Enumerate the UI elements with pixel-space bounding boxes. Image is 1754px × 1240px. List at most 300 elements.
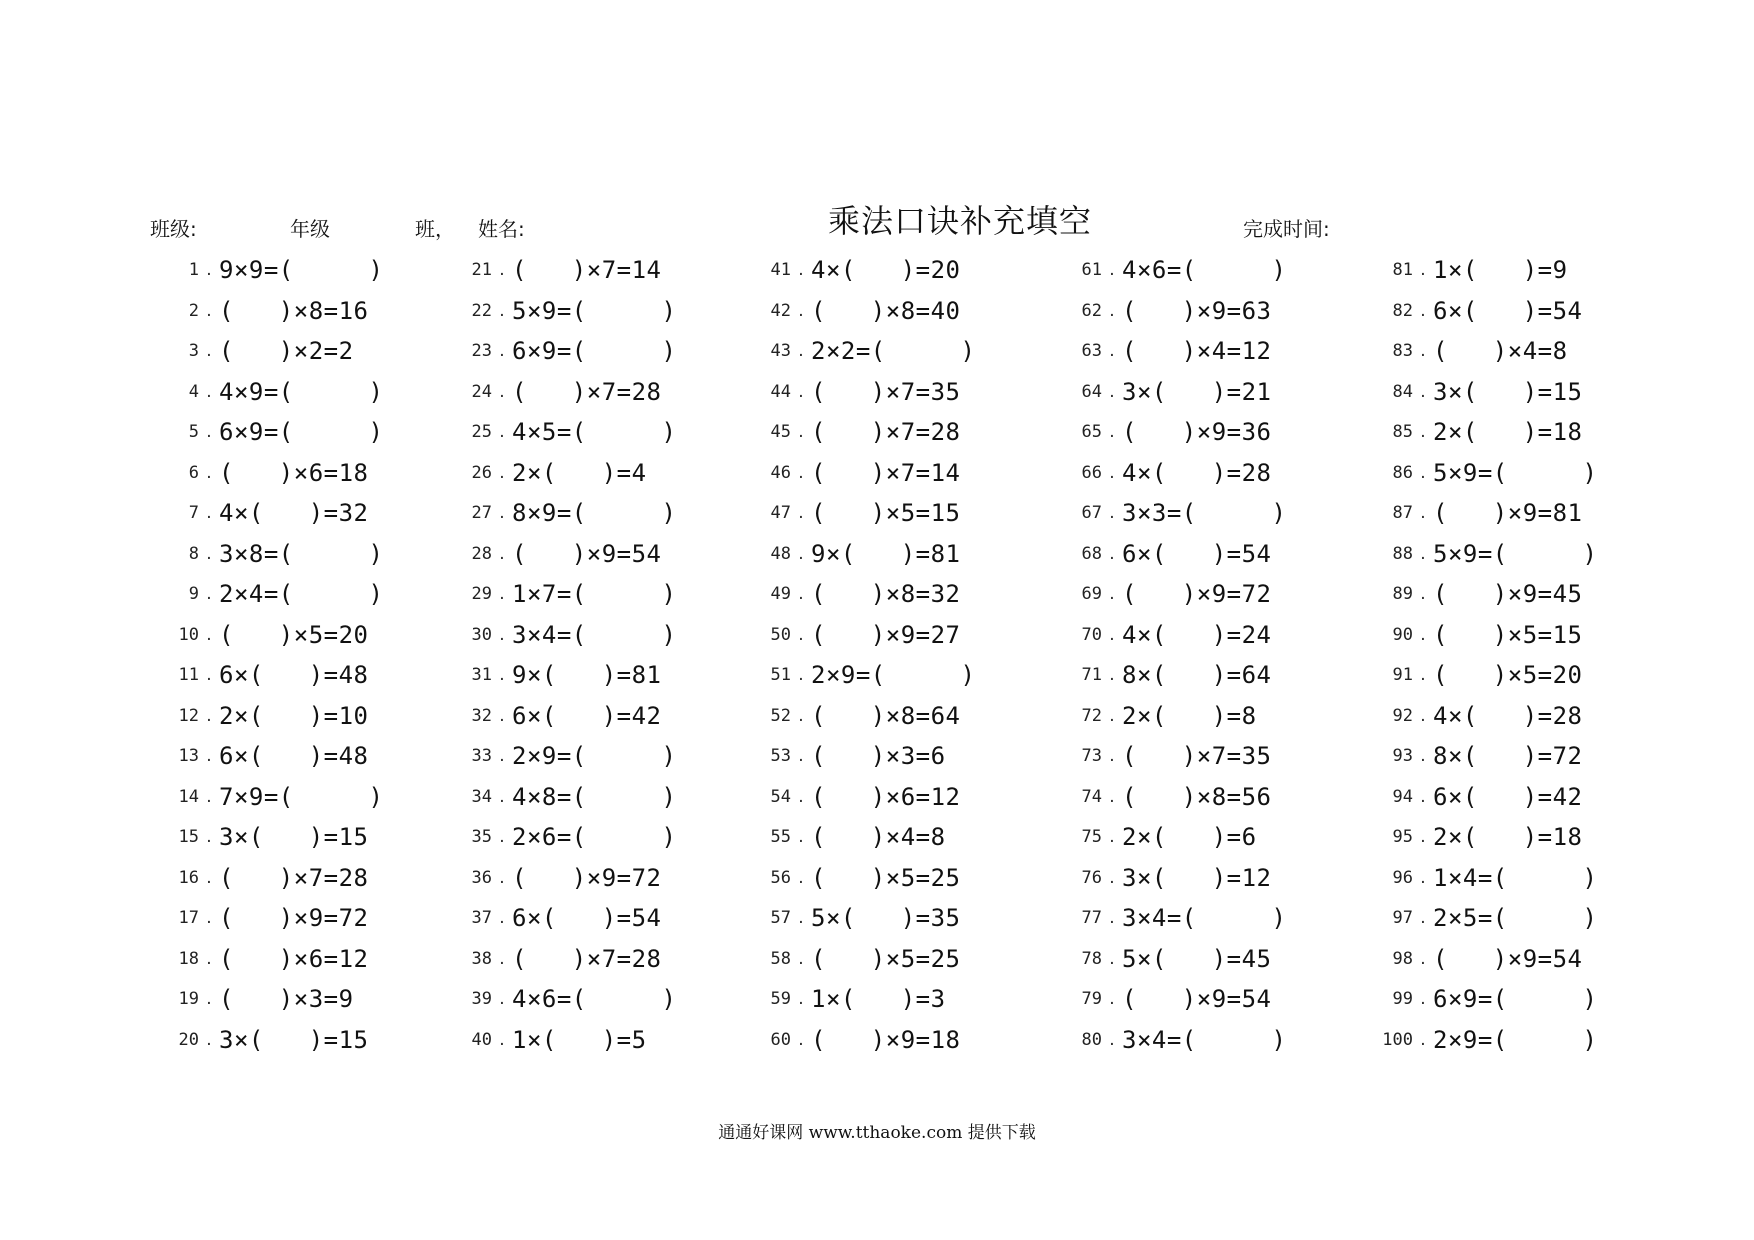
problem-number: 20 [178, 1030, 199, 1050]
problem-item [1058, 534, 1272, 574]
problem-expression: 2×9=( ) [1433, 1026, 1598, 1054]
class-label: 班级: [150, 217, 197, 241]
problem-item [747, 898, 961, 938]
problem-item [1369, 858, 1597, 898]
problem-item [155, 817, 369, 857]
problem-expression: ( )×9=72 [219, 904, 369, 932]
problem-item [747, 534, 961, 574]
problem-number: 41 [770, 260, 791, 280]
problem-number: 54 [770, 787, 791, 807]
problem-grid [155, 250, 1625, 1054]
problem-number: 65 [1081, 422, 1102, 442]
problem-number: 18 [178, 949, 199, 969]
problem-item [155, 777, 383, 817]
problem-number: 91 [1392, 665, 1413, 685]
problem-dot: . [206, 625, 212, 645]
problem-dot: . [798, 463, 804, 483]
problem-dot: . [798, 382, 804, 402]
problem-dot: . [798, 625, 804, 645]
problem-dot: . [206, 949, 212, 969]
problem-dot: . [798, 503, 804, 523]
problem-item [747, 250, 961, 290]
problem-expression: 2×( )=18 [1433, 823, 1583, 851]
problem-item [1369, 412, 1583, 452]
problem-number: 87 [1392, 503, 1413, 523]
problem-item [1058, 655, 1272, 695]
problem-item [1369, 615, 1583, 655]
problem-expression: 4×( )=28 [1433, 702, 1583, 730]
problem-dot: . [798, 706, 804, 726]
problem-dot: . [206, 1030, 212, 1050]
problem-item [1369, 898, 1597, 938]
problem-item [448, 615, 676, 655]
problem-expression: 5×9=( ) [1433, 540, 1598, 568]
problem-item [1369, 979, 1597, 1019]
problem-number: 95 [1392, 827, 1413, 847]
problem-dot: . [1420, 949, 1426, 969]
problem-item [448, 655, 662, 695]
problem-expression: 6×( )=54 [1122, 540, 1272, 568]
problem-number: 37 [471, 908, 492, 928]
problem-number: 67 [1081, 503, 1102, 523]
problem-number: 32 [471, 706, 492, 726]
problem-dot: . [798, 1030, 804, 1050]
problem-dot: . [1109, 341, 1115, 361]
problem-dot: . [1109, 746, 1115, 766]
problem-expression: ( )×6=12 [811, 783, 961, 811]
footer-source: 通通好课网 www.tthaoke.com 提供下载 [718, 1123, 1036, 1143]
problem-item [1058, 898, 1286, 938]
problem-dot: . [1420, 908, 1426, 928]
problem-dot: . [1109, 301, 1115, 321]
problem-expression: ( )×5=20 [1433, 661, 1583, 689]
problem-expression: 6×( )=48 [219, 661, 369, 689]
problem-item [1369, 291, 1583, 331]
problem-expression: 3×4=( ) [1122, 1026, 1287, 1054]
problem-expression: 2×( )=18 [1433, 418, 1583, 446]
problem-number: 77 [1081, 908, 1102, 928]
problem-item [155, 979, 354, 1019]
problem-item [448, 331, 676, 371]
problem-expression: 2×5=( ) [1433, 904, 1598, 932]
problem-dot: . [1420, 827, 1426, 847]
problem-number: 59 [770, 989, 791, 1009]
problem-expression: ( )×7=14 [811, 459, 961, 487]
name-label: 姓名: [478, 217, 525, 241]
problem-number: 64 [1081, 382, 1102, 402]
problem-dot: . [798, 544, 804, 564]
problem-number: 69 [1081, 584, 1102, 604]
problem-number: 72 [1081, 706, 1102, 726]
problem-number: 48 [770, 544, 791, 564]
problem-expression: ( )×3=9 [219, 985, 354, 1013]
problem-number: 86 [1392, 463, 1413, 483]
problem-number: 45 [770, 422, 791, 442]
page-title: 乘法口诀补充填空 [827, 202, 1092, 240]
problem-number: 9 [188, 584, 199, 604]
problem-number: 76 [1081, 868, 1102, 888]
problem-expression: 5×9=( ) [512, 297, 677, 325]
problem-number: 84 [1392, 382, 1413, 402]
problem-number: 57 [770, 908, 791, 928]
problem-dot: . [1109, 260, 1115, 280]
problem-item [1369, 817, 1583, 857]
problem-expression: ( )×9=63 [1122, 297, 1272, 325]
problem-number: 49 [770, 584, 791, 604]
problem-dot: . [499, 787, 505, 807]
problem-item [1369, 453, 1597, 493]
problem-expression: 2×9=( ) [811, 661, 976, 689]
problem-number: 92 [1392, 706, 1413, 726]
problem-expression: ( )×8=32 [811, 580, 961, 608]
problem-number: 100 [1382, 1030, 1413, 1050]
problem-item [1369, 696, 1583, 736]
problem-number: 46 [770, 463, 791, 483]
problem-expression: 8×9=( ) [512, 499, 677, 527]
problem-expression: 3×3=( ) [1122, 499, 1287, 527]
problem-expression: ( )×9=18 [811, 1026, 961, 1054]
problem-number: 36 [471, 868, 492, 888]
problem-item [155, 898, 369, 938]
problem-number: 93 [1392, 746, 1413, 766]
problem-item [1058, 736, 1272, 776]
problem-number: 83 [1392, 341, 1413, 361]
problem-item [1369, 655, 1583, 695]
problem-dot: . [1109, 422, 1115, 442]
problem-expression: ( )×5=15 [811, 499, 961, 527]
problem-expression: 1×( )=9 [1433, 256, 1568, 284]
problem-item [448, 898, 662, 938]
problem-item [448, 534, 662, 574]
problem-dot: . [499, 1030, 505, 1050]
problem-number: 24 [471, 382, 492, 402]
problem-number: 6 [188, 463, 199, 483]
problem-number: 26 [471, 463, 492, 483]
problem-dot: . [499, 301, 505, 321]
problem-item [747, 979, 946, 1019]
problem-number: 16 [178, 868, 199, 888]
problem-dot: . [1420, 544, 1426, 564]
problem-expression: 6×( )=48 [219, 742, 369, 770]
problem-number: 7 [188, 503, 199, 523]
problem-dot: . [206, 706, 212, 726]
problem-item [747, 736, 946, 776]
problem-expression: 2×( )=6 [1122, 823, 1257, 851]
problem-number: 55 [770, 827, 791, 847]
problem-number: 5 [188, 422, 199, 442]
problem-item [155, 655, 369, 695]
problem-item [1058, 979, 1272, 1019]
problem-dot: . [798, 422, 804, 442]
problem-item [747, 1020, 961, 1060]
problem-expression: 3×( )=21 [1122, 378, 1272, 406]
problem-dot: . [1420, 503, 1426, 523]
problem-expression: ( )×4=8 [811, 823, 946, 851]
problem-expression: ( )×6=12 [219, 945, 369, 973]
problem-number: 98 [1392, 949, 1413, 969]
problem-expression: ( )×7=28 [219, 864, 369, 892]
problem-item [448, 979, 676, 1019]
problem-expression: 3×( )=12 [1122, 864, 1272, 892]
problem-item [155, 736, 369, 776]
problem-expression: ( )×8=64 [811, 702, 961, 730]
problem-dot: . [1420, 989, 1426, 1009]
problem-item [155, 250, 383, 290]
problem-expression: 8×( )=64 [1122, 661, 1272, 689]
problem-dot: . [1420, 746, 1426, 766]
problem-number: 3 [188, 341, 199, 361]
problem-dot: . [499, 949, 505, 969]
problem-item [1369, 372, 1583, 412]
problem-dot: . [798, 341, 804, 361]
problem-item [1058, 574, 1272, 614]
problem-item [155, 858, 369, 898]
problem-number: 82 [1392, 301, 1413, 321]
problem-expression: 4×( )=24 [1122, 621, 1272, 649]
problem-item [1058, 817, 1257, 857]
problem-number: 33 [471, 746, 492, 766]
problem-dot: . [206, 503, 212, 523]
problem-dot: . [798, 301, 804, 321]
problem-expression: 4×9=( ) [219, 378, 384, 406]
problem-dot: . [206, 544, 212, 564]
problem-expression: ( )×9=72 [1122, 580, 1272, 608]
problem-dot: . [206, 787, 212, 807]
problem-item [155, 412, 383, 452]
problem-item [155, 372, 383, 412]
problem-expression: 6×( )=54 [1433, 297, 1583, 325]
problem-expression: 2×6=( ) [512, 823, 677, 851]
problem-number: 42 [770, 301, 791, 321]
problem-dot: . [798, 665, 804, 685]
problem-item [448, 736, 676, 776]
problem-item [155, 534, 383, 574]
problem-number: 85 [1392, 422, 1413, 442]
problem-item [747, 291, 961, 331]
problem-item [1058, 412, 1272, 452]
problem-expression: 9×( )=81 [512, 661, 662, 689]
problem-item [1058, 615, 1272, 655]
problem-dot: . [206, 827, 212, 847]
problem-number: 99 [1392, 989, 1413, 1009]
problem-expression: 6×( )=42 [512, 702, 662, 730]
problem-dot: . [1420, 301, 1426, 321]
problem-expression: 5×9=( ) [1433, 459, 1598, 487]
problem-dot: . [798, 868, 804, 888]
problem-dot: . [206, 260, 212, 280]
problem-item [747, 372, 961, 412]
problem-number: 34 [471, 787, 492, 807]
problem-number: 35 [471, 827, 492, 847]
problem-dot: . [1109, 1030, 1115, 1050]
problem-item [1058, 1020, 1286, 1060]
problem-number: 38 [471, 949, 492, 969]
problem-item [747, 453, 961, 493]
problem-expression: ( )×7=35 [1122, 742, 1272, 770]
problem-expression: ( )×8=56 [1122, 783, 1272, 811]
problem-dot: . [1109, 625, 1115, 645]
problem-dot: . [1109, 949, 1115, 969]
problem-dot: . [1420, 787, 1426, 807]
problem-expression: 6×( )=42 [1433, 783, 1583, 811]
problem-dot: . [206, 584, 212, 604]
problem-number: 23 [471, 341, 492, 361]
problem-dot: . [499, 665, 505, 685]
problem-expression: ( )×9=72 [512, 864, 662, 892]
problem-dot: . [499, 422, 505, 442]
problem-item [155, 939, 369, 979]
problem-dot: . [499, 908, 505, 928]
problem-number: 50 [770, 625, 791, 645]
problem-dot: . [206, 422, 212, 442]
problem-item [448, 574, 676, 614]
problem-dot: . [1420, 706, 1426, 726]
problem-dot: . [206, 868, 212, 888]
problem-item [1369, 736, 1583, 776]
problem-expression: ( )×9=27 [811, 621, 961, 649]
problem-dot: . [798, 584, 804, 604]
problem-expression: 4×( )=28 [1122, 459, 1272, 487]
problem-dot: . [798, 746, 804, 766]
problem-number: 2 [188, 301, 199, 321]
problem-dot: . [206, 665, 212, 685]
problem-expression: ( )×4=12 [1122, 337, 1272, 365]
problem-expression: 4×6=( ) [1122, 256, 1287, 284]
problem-dot: . [1420, 463, 1426, 483]
problem-item [747, 696, 961, 736]
problem-dot: . [499, 746, 505, 766]
problem-number: 39 [471, 989, 492, 1009]
problem-item [1058, 331, 1272, 371]
problem-expression: ( )×5=15 [1433, 621, 1583, 649]
problem-number: 19 [178, 989, 199, 1009]
problem-number: 53 [770, 746, 791, 766]
problem-dot: . [1420, 422, 1426, 442]
problem-dot: . [206, 908, 212, 928]
problem-expression: ( )×7=28 [512, 378, 662, 406]
problem-number: 74 [1081, 787, 1102, 807]
problem-expression: 1×4=( ) [1433, 864, 1598, 892]
problem-number: 68 [1081, 544, 1102, 564]
problem-item [155, 493, 369, 533]
problem-expression: ( )×8=16 [219, 297, 369, 325]
problem-item [1369, 534, 1597, 574]
problem-dot: . [1109, 787, 1115, 807]
problem-expression: ( )×9=45 [1433, 580, 1583, 608]
problem-number: 90 [1392, 625, 1413, 645]
problem-item [1058, 939, 1272, 979]
problem-expression: 4×6=( ) [512, 985, 677, 1013]
problem-number: 29 [471, 584, 492, 604]
problem-dot: . [1420, 625, 1426, 645]
problem-dot: . [1109, 908, 1115, 928]
problem-dot: . [499, 544, 505, 564]
problem-item [1058, 696, 1257, 736]
problem-expression: ( )×5=25 [811, 945, 961, 973]
problem-item [1369, 1020, 1597, 1060]
problem-number: 56 [770, 868, 791, 888]
problem-expression: 2×4=( ) [219, 580, 384, 608]
problem-item [1369, 574, 1583, 614]
problem-dot: . [499, 584, 505, 604]
problem-expression: 6×9=( ) [1433, 985, 1598, 1013]
problem-expression: ( )×4=8 [1433, 337, 1568, 365]
ban-label: 班， [415, 217, 455, 241]
problem-number: 47 [770, 503, 791, 523]
problem-expression: 2×9=( ) [512, 742, 677, 770]
problem-item [747, 493, 961, 533]
problem-number: 80 [1081, 1030, 1102, 1050]
problem-item [1058, 777, 1272, 817]
problem-item [448, 493, 676, 533]
problem-item [747, 331, 975, 371]
problem-number: 66 [1081, 463, 1102, 483]
problem-number: 22 [471, 301, 492, 321]
problem-expression: 4×8=( ) [512, 783, 677, 811]
problem-expression: ( )×7=28 [512, 945, 662, 973]
problem-item [1369, 250, 1568, 290]
problem-dot: . [1420, 868, 1426, 888]
problem-number: 71 [1081, 665, 1102, 685]
problem-number: 25 [471, 422, 492, 442]
problem-number: 97 [1392, 908, 1413, 928]
problem-expression: 9×( )=81 [811, 540, 961, 568]
problem-number: 75 [1081, 827, 1102, 847]
problem-dot: . [798, 908, 804, 928]
problem-item [448, 412, 676, 452]
time-label: 完成时间: [1243, 217, 1330, 241]
problem-item [155, 291, 369, 331]
problem-expression: 2×( )=8 [1122, 702, 1257, 730]
problem-item [448, 858, 662, 898]
problem-dot: . [1420, 260, 1426, 280]
problem-expression: 4×( )=32 [219, 499, 369, 527]
problem-dot: . [499, 868, 505, 888]
problem-item [448, 939, 662, 979]
problem-expression: 5×( )=35 [811, 904, 961, 932]
problem-number: 96 [1392, 868, 1413, 888]
problem-dot: . [1109, 706, 1115, 726]
problem-dot: . [798, 989, 804, 1009]
problem-dot: . [1109, 463, 1115, 483]
problem-dot: . [1420, 1030, 1426, 1050]
problem-expression: ( )×6=18 [219, 459, 369, 487]
problem-item [747, 939, 961, 979]
problem-item [155, 1020, 369, 1060]
problem-expression: 3×( )=15 [219, 823, 369, 851]
problem-expression: ( )×5=25 [811, 864, 961, 892]
problem-expression: 6×9=( ) [512, 337, 677, 365]
problem-dot: . [206, 301, 212, 321]
problem-item [448, 696, 662, 736]
problem-dot: . [499, 625, 505, 645]
problem-number: 94 [1392, 787, 1413, 807]
problem-item [747, 655, 975, 695]
problem-item [1058, 372, 1272, 412]
problem-number: 12 [178, 706, 199, 726]
problem-number: 81 [1392, 260, 1413, 280]
problem-number: 44 [770, 382, 791, 402]
problem-number: 63 [1081, 341, 1102, 361]
problem-dot: . [499, 341, 505, 361]
problem-dot: . [798, 949, 804, 969]
problem-expression: 4×( )=20 [811, 256, 961, 284]
problem-item [1058, 291, 1272, 331]
problem-expression: ( )×7=35 [811, 378, 961, 406]
problem-number: 43 [770, 341, 791, 361]
problem-number: 79 [1081, 989, 1102, 1009]
problem-expression: 6×( )=54 [512, 904, 662, 932]
